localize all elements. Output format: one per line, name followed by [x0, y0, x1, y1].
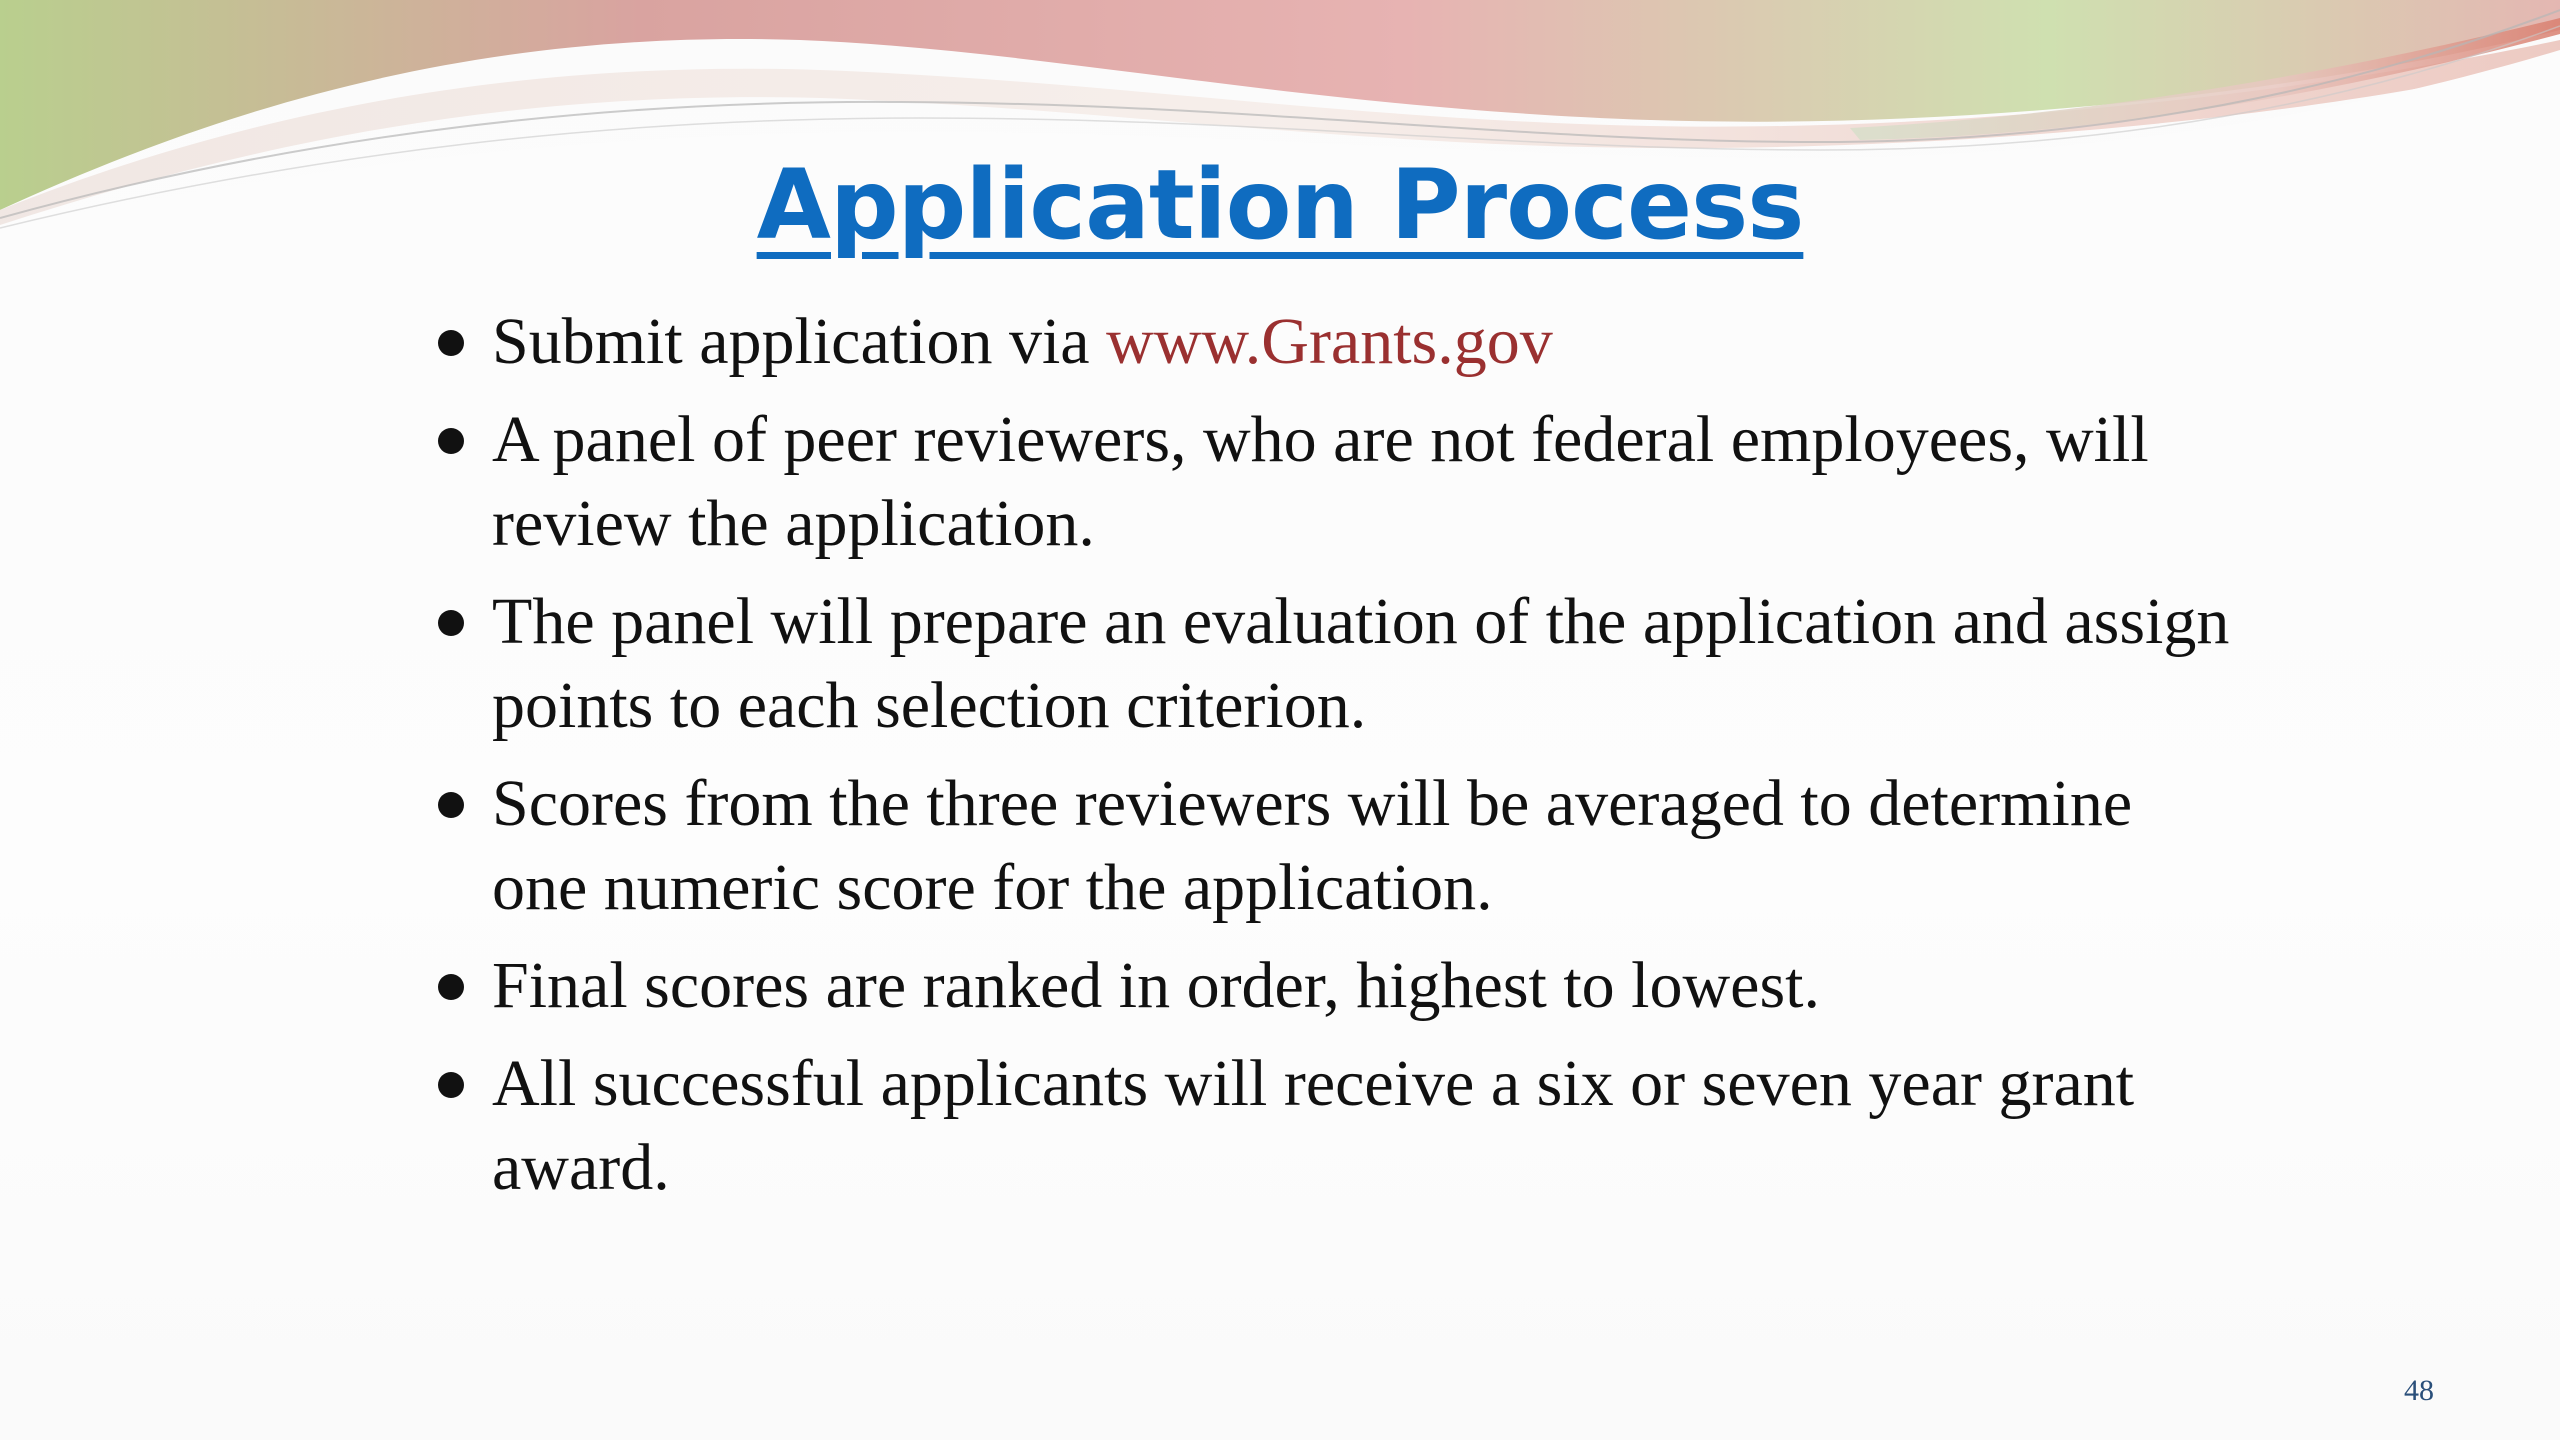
- bullet-item-submit: [430, 300, 2230, 384]
- bullet-dot-icon: [438, 974, 464, 1000]
- slide-title-text: Application Process: [756, 149, 1804, 261]
- bullet-text: Scores from the three reviewers will be averaged to determine one numeric score for the application.: [492, 767, 2133, 924]
- bullet-item-ranking: [430, 944, 2230, 1028]
- bullet-item-evaluation: [430, 580, 2230, 748]
- bullet-item-award: [430, 1042, 2230, 1210]
- bullet-dot-icon: [438, 330, 464, 356]
- bullet-text: Final scores are ranked in order, highest to lowest.: [492, 949, 1820, 1022]
- bullet-dot-icon: [438, 792, 464, 818]
- slide-title: [0, 140, 2560, 270]
- bullet-item-scores: [430, 762, 2230, 930]
- bullet-item-panel: [430, 398, 2230, 566]
- bullet-text: A panel of peer reviewers, who are not federal employees, will review the application.: [492, 403, 2149, 560]
- bullet-text: All successful applicants will receive a six or seven year grant award.: [492, 1047, 2135, 1204]
- grants-gov-link[interactable]: www.Grants.gov: [1106, 305, 1553, 378]
- bullet-text: Submit application via: [492, 305, 1107, 378]
- bullet-dot-icon: [438, 610, 464, 636]
- bullet-text: The panel will prepare an evaluation of the application and assign points to each selection criterion.: [492, 585, 2230, 742]
- bullet-dot-icon: [438, 428, 464, 454]
- bullet-list: [430, 300, 2230, 1224]
- page-number: 48: [2404, 1374, 2434, 1407]
- bullet-dot-icon: [438, 1072, 464, 1098]
